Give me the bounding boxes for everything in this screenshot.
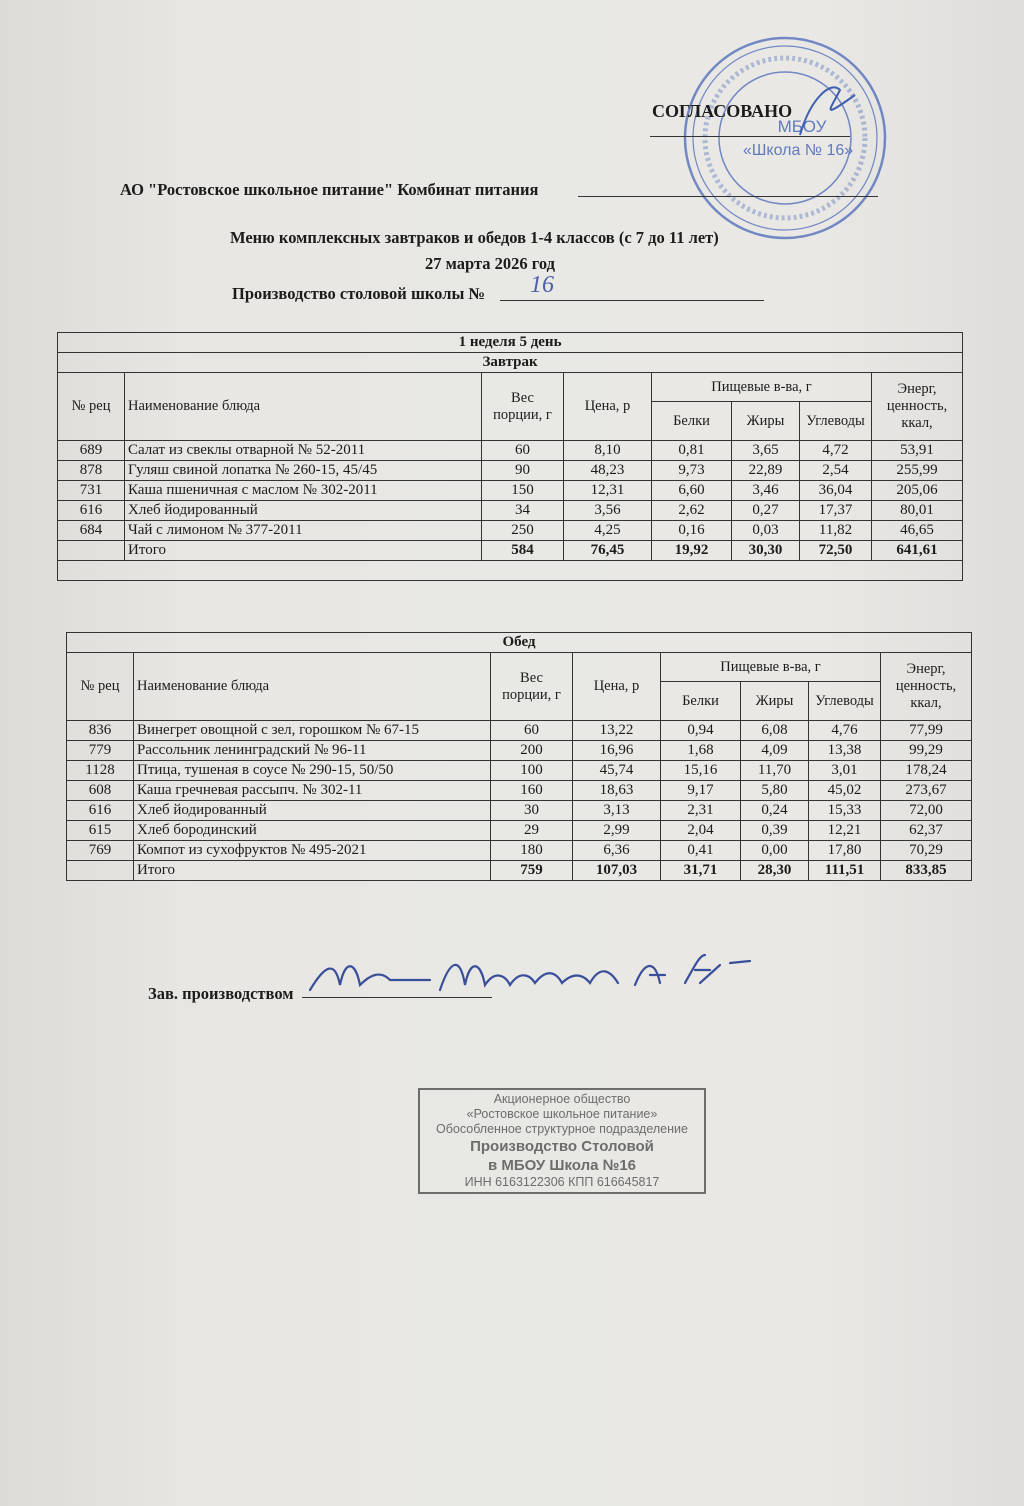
table-title: 1 неделя 5 день [58,333,963,353]
table-cell: 1128 [67,761,134,781]
stamp-ids: ИНН 6163122306 КПП 616645817 [464,1175,660,1189]
table-cell: 48,23 [564,461,652,481]
table-cell: 0,27 [732,501,800,521]
table-cell: 107,03 [573,861,661,881]
table-cell: 22,89 [732,461,800,481]
table-row [67,741,972,761]
table-cell: 77,99 [881,721,972,741]
table-cell: 0,94 [661,721,741,741]
table-cell: 3,56 [564,501,652,521]
table-cell: 2,04 [661,821,741,841]
table-cell: 584 [482,541,564,561]
table-cell: Салат из свеклы отварной № 52-2011 [125,441,482,461]
table-cell: 62,37 [881,821,972,841]
table-cell: Компот из сухофруктов № 495-2021 [134,841,491,861]
table-cell: Каша гречневая рассыпч. № 302-11 [134,781,491,801]
table-cell: 76,45 [564,541,652,561]
table-cell: 46,65 [872,521,963,541]
table-cell: 5,80 [741,781,809,801]
table-cell: 1,68 [661,741,741,761]
table-row [58,441,963,461]
table-cell: Гуляш свиной лопатка № 260-15, 45/45 [125,461,482,481]
spacer-row [58,561,963,581]
column-header: Энерг, ценность, ккал, [881,653,972,721]
table-cell: 250 [482,521,564,541]
meal-label: Обед [67,633,972,653]
table-cell: 15,16 [661,761,741,781]
table-cell: 150 [482,481,564,501]
table-cell: 3,13 [573,801,661,821]
table-cell: 0,24 [741,801,809,821]
table-cell: 60 [491,721,573,741]
table-cell: 180 [491,841,573,861]
table-cell: Хлеб бородинский [134,821,491,841]
table-cell: 3,65 [732,441,800,461]
stamp-line: «Ростовское школьное питание» [466,1107,658,1121]
stamp-bold-line: в МБОУ Школа №16 [487,1157,637,1174]
table-cell: Чай с лимоном № 377-2011 [125,521,482,541]
table-cell: 45,02 [809,781,881,801]
column-header: Углеводы [809,682,881,721]
header-row [58,373,963,402]
table-cell: 111,51 [809,861,881,881]
stamp-line: Акционерное общество [493,1092,631,1106]
table-cell: 13,38 [809,741,881,761]
table-cell: 18,63 [573,781,661,801]
column-header: Жиры [741,682,809,721]
column-header: Вес порции, г [482,373,564,441]
round-stamp-icon [680,20,900,250]
table-row [67,781,972,801]
table-cell: 90 [482,461,564,481]
production-stamp [418,1088,706,1194]
column-header: Цена, р [564,373,652,441]
column-header: Цена, р [573,653,661,721]
table-cell: Итого [134,861,491,881]
table-cell: 72,00 [881,801,972,821]
table-cell: 29 [491,821,573,841]
table-cell: 17,37 [800,501,872,521]
table-cell: 273,67 [881,781,972,801]
table-cell: 6,36 [573,841,661,861]
table-cell: 178,24 [881,761,972,781]
school-label: Производство столовой школы № [232,284,486,303]
table-cell: 2,99 [573,821,661,841]
table-row [67,821,972,841]
table-cell: 200 [491,741,573,761]
table-cell: Рассольник ленинградский № 96-11 [134,741,491,761]
table-cell: 12,21 [809,821,881,841]
table-cell: 4,76 [809,721,881,741]
table-cell: 70,29 [881,841,972,861]
table-row [67,801,972,821]
table-cell: 17,80 [809,841,881,861]
table-cell: 878 [58,461,125,481]
table-cell: 80,01 [872,501,963,521]
column-header: Жиры [732,402,800,441]
table-cell: 0,16 [652,521,732,541]
column-header: Наименование блюда [125,373,482,441]
column-header: Энерг, ценность, ккал, [872,373,963,441]
header-row [67,653,972,682]
table-cell: 0,03 [732,521,800,541]
column-header: № рец [67,653,134,721]
column-header: Белки [661,682,741,721]
table-cell: 160 [491,781,573,801]
table-cell: Каша пшеничная с маслом № 302-2011 [125,481,482,501]
table-row [67,721,972,741]
total-row [67,861,972,881]
lunch-table [66,632,972,881]
table-row [58,521,963,541]
table-cell: 3,01 [809,761,881,781]
breakfast-table [57,332,963,581]
table-cell: 12,31 [564,481,652,501]
table-cell: 15,33 [809,801,881,821]
table-cell: 53,91 [872,441,963,461]
table-cell: 31,71 [661,861,741,881]
table-cell: 4,25 [564,521,652,541]
table-cell: 0,41 [661,841,741,861]
table-cell: 11,70 [741,761,809,781]
column-header: Пищевые в-ва, г [652,373,872,402]
table-cell: 608 [67,781,134,801]
table-cell: 2,54 [800,461,872,481]
table-cell: Хлеб йодированный [134,801,491,821]
menu-title: Меню комплексных завтраков и обедов 1-4 классов (с 7 до 11 лет) [230,228,719,247]
table-cell: 0,00 [741,841,809,861]
table-cell: 6,60 [652,481,732,501]
table-cell: 2,31 [661,801,741,821]
table-cell: 4,72 [800,441,872,461]
table-cell: 0,39 [741,821,809,841]
column-header: Вес порции, г [491,653,573,721]
table-cell: Винегрет овощной с зел, горошком № 67-15 [134,721,491,741]
table-cell: 45,74 [573,761,661,781]
manager-label: Зав. производством [148,984,294,1003]
table-cell: 13,22 [573,721,661,741]
svg-text:«Школа № 16»: «Школа № 16» [742,142,854,159]
signature-icon [300,945,770,1005]
table-cell: 615 [67,821,134,841]
table-cell: 28,30 [741,861,809,881]
column-header: Углеводы [800,402,872,441]
table-cell [58,541,125,561]
table-cell: 9,17 [661,781,741,801]
table-cell: 16,96 [573,741,661,761]
table-cell: 99,29 [881,741,972,761]
table-cell: 616 [58,501,125,521]
table-cell: 684 [58,521,125,541]
column-header: Наименование блюда [134,653,491,721]
total-row [58,541,963,561]
table-cell: 60 [482,441,564,461]
table-cell: 2,62 [652,501,732,521]
table-cell: 11,82 [800,521,872,541]
table-cell: 616 [67,801,134,821]
table-cell: 731 [58,481,125,501]
menu-date: 27 марта 2026 год [425,254,555,273]
table-cell [67,861,134,881]
table-row [58,501,963,521]
table-row [58,481,963,501]
stamp-line: Обособленное структурное подразделение [436,1122,688,1136]
table-cell: 72,50 [800,541,872,561]
organization-name: АО "Ростовское школьное питание" Комбинат питания [120,180,539,199]
table-cell: 689 [58,441,125,461]
stamp-bold-line: Производство Столовой [470,1138,654,1155]
table-cell: 0,81 [652,441,732,461]
school-number: 16 [530,272,554,298]
table-row [67,841,972,861]
table-row [58,461,963,481]
svg-text:МБОУ: МБОУ [777,117,827,136]
table-cell: Итого [125,541,482,561]
table-cell: 836 [67,721,134,741]
meal-label: Завтрак [58,353,963,373]
table-cell: 100 [491,761,573,781]
table-cell: 759 [491,861,573,881]
table-cell: 255,99 [872,461,963,481]
table-cell: 3,46 [732,481,800,501]
table-cell: 779 [67,741,134,761]
table-cell: Птица, тушеная в соусе № 290-15, 50/50 [134,761,491,781]
table-cell: 30 [491,801,573,821]
table-cell: 6,08 [741,721,809,741]
table-cell: 833,85 [881,861,972,881]
table-cell: 4,09 [741,741,809,761]
table-row [67,761,972,781]
table-cell: 8,10 [564,441,652,461]
table-cell: 9,73 [652,461,732,481]
column-header: № рец [58,373,125,441]
table-cell: 19,92 [652,541,732,561]
column-header: Белки [652,402,732,441]
table-cell: 34 [482,501,564,521]
table-cell: 641,61 [872,541,963,561]
table-cell: Хлеб йодированный [125,501,482,521]
table-cell: 205,06 [872,481,963,501]
column-header: Пищевые в-ва, г [661,653,881,682]
table-cell: 769 [67,841,134,861]
table-cell: 36,04 [800,481,872,501]
approved-label: СОГЛАСОВАНО [652,101,793,121]
table-cell: 30,30 [732,541,800,561]
